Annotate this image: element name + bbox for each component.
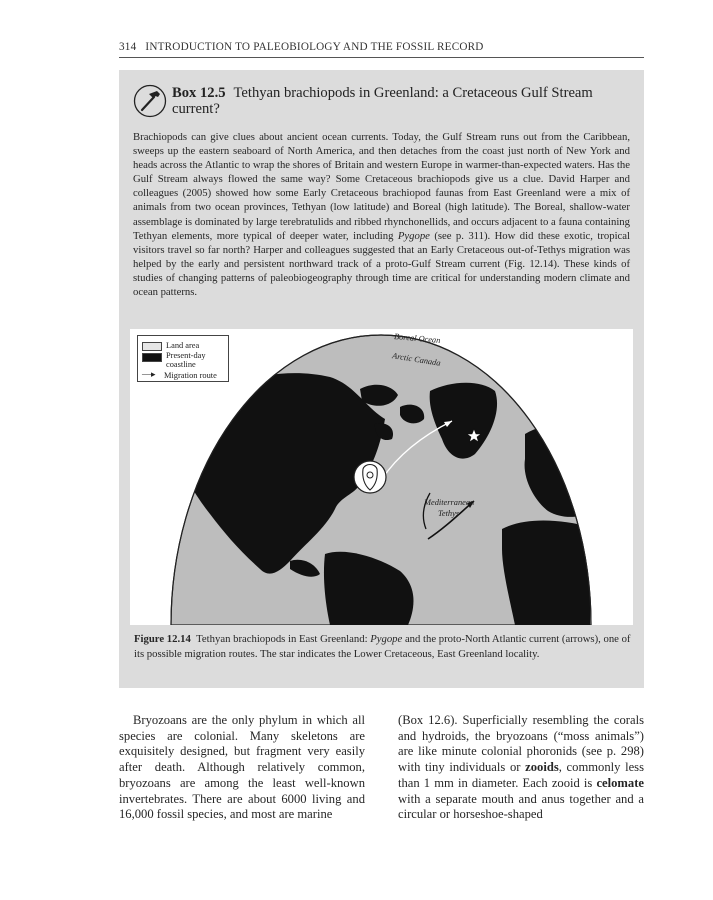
label-arctic-canada: Arctic Canada xyxy=(391,351,442,368)
body-column-left: Bryozoans are the only phylum in which all species are colonial. Many skeletons are exquisitely designed, but fragment very easily after death. Although relatively common, bryozoans are among the least well-known invertebrates. There are about 6000 living and 16,000 fossil species, and most are marine xyxy=(119,713,365,822)
coastline-swatch xyxy=(142,353,162,362)
caption-text-continued: and the proto-North Atlantic current (arrows), one of its possible migration routes. The star indicates the Lower Cretaceous, East Greenland locality. xyxy=(134,633,631,660)
running-header xyxy=(119,41,619,53)
figure-12-14-map xyxy=(130,329,633,625)
label-mediterranean: Mediterranean xyxy=(424,498,475,507)
figure-caption xyxy=(134,632,631,662)
caption-genus: Pygope xyxy=(370,633,403,645)
box-body xyxy=(133,130,630,299)
box-label: Box 12.5 xyxy=(172,85,226,101)
legend-land-area-label: Land area xyxy=(166,341,200,350)
label-boreal-ocean: Boreal Ocean xyxy=(393,331,441,346)
caption-text: Tethyan brachiopods in East Greenland: xyxy=(196,633,371,645)
africa xyxy=(502,521,590,626)
page-number: 314 xyxy=(119,41,137,53)
label-tethys: Tethys xyxy=(438,509,460,518)
box-body-text-continued: (see p. 311). How did these exotic, tropical visitors travel so far north? Harper and colleagues suggested that an Early Cretaceous out-of-Tethys migration was helped by the early and persistent northward track of a proto-Gulf Stream current (Fig. 12.14). These kinds of studies of changing patterns of paleobiogeography through time are critical for understanding modern climate and ocean patterns. xyxy=(133,229,630,299)
right-text-3: with a separate mouth and anus together and a circular or horseshoe-shaped xyxy=(398,791,644,822)
box-title xyxy=(172,85,632,117)
legend-migration-label: Migration route xyxy=(164,371,217,380)
right-text-2: , commonly less than 1 mm in diameter. Each zooid is xyxy=(398,760,644,790)
legend-coastline-label: Present-day coastline xyxy=(166,351,206,369)
hammer-icon xyxy=(133,84,167,118)
genus-pygope: Pygope xyxy=(397,229,430,242)
legend-migration xyxy=(142,370,217,381)
right-text-1: (Box 12.6). Superficially resembling the corals and hydroids, the bryozoans (“moss animals”) are like minute colonial phoronids (see p. 298) with tiny individuals or xyxy=(398,713,644,775)
body-column-right xyxy=(398,713,644,823)
pygope-brachiopod-icon xyxy=(354,461,386,493)
arrow-right-icon: —▸ xyxy=(142,369,156,379)
term-celomate: celomate xyxy=(596,775,644,790)
box-12-5 xyxy=(119,70,644,688)
running-title: INTRODUCTION TO PALEOBIOLOGY AND THE FOSSIL RECORD xyxy=(145,41,484,53)
term-zooids: zooids xyxy=(525,760,559,775)
map-legend xyxy=(137,335,229,382)
box-heading: Tethyan brachiopods in Greenland: a Cretaceous Gulf Stream current? xyxy=(172,85,593,117)
header-rule xyxy=(119,57,644,58)
land-area-swatch xyxy=(142,342,162,351)
legend-coastline xyxy=(142,351,226,369)
caption-label: Figure 12.14 xyxy=(134,633,191,645)
legend-land-area xyxy=(142,340,199,351)
box-body-text: Brachiopods can give clues about ancient ocean currents. Today, the Gulf Stream runs out from the Caribbean, sweeps up the eastern seaboard of North America, and then detaches from the coast just north of New York and heads across the Atlantic to wrap the shores of Britain and western Europe in warmer-than-expected waters. Has the Gulf Stream always flowed the same way? Some Cretaceous brachiopods give us a clue. David Harper and colleagues (2005) showed how some Early Cretaceous brachiopod faunas from East Greenland were a mix of animals from two ocean provinces, Tethyan (low latitude) and Boreal (high latitude). The Boreal, shallow-water assemblage is dominated by large terebratulids and ribbed rhynchonellids, and occurs adjacent to a fauna containing Tethyan elements, more typical of deeper water, including xyxy=(133,131,630,242)
